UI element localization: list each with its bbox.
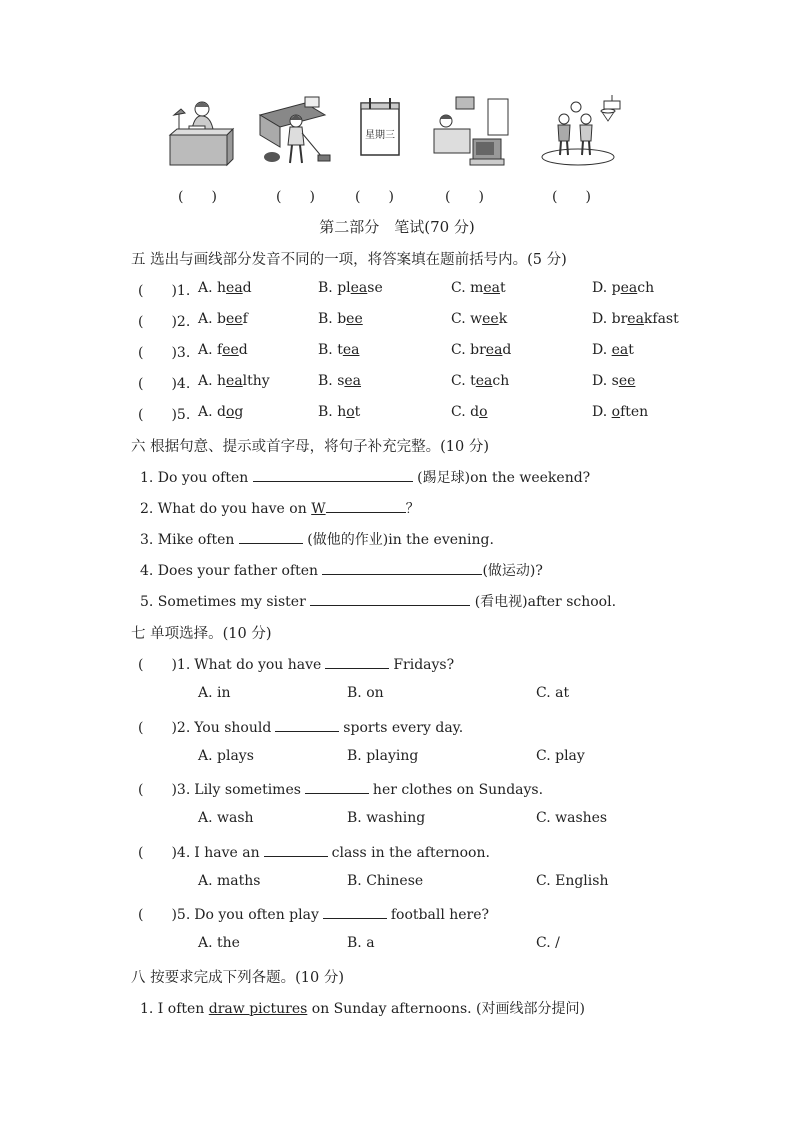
choice-option: A. wash — [198, 810, 254, 826]
phonics-option — [592, 404, 648, 420]
underlined-letters: ea — [226, 280, 243, 296]
option-text: C. w — [451, 311, 483, 327]
option-text: A. h — [198, 280, 227, 296]
phonics-item-number[interactable]: ( )2. — [138, 314, 191, 330]
fill-item-4 — [140, 560, 543, 580]
choice-option: A. in — [198, 685, 231, 701]
option-text: C. d — [451, 404, 480, 420]
option-text: B. h — [318, 404, 347, 420]
phonics-item-number[interactable]: ( )3. — [138, 345, 191, 361]
underlined-letters: o — [225, 404, 235, 420]
phonics-option — [592, 373, 635, 389]
question-number[interactable]: ( )2. — [138, 719, 191, 736]
option-text: D. br — [592, 311, 628, 327]
underlined-letters: ee — [225, 311, 243, 327]
question-number[interactable]: ( )3. — [138, 782, 191, 798]
option-text: d — [502, 342, 512, 358]
option-text: C. br — [451, 342, 486, 358]
fill-item-text: 3. Mike often — [140, 532, 235, 548]
phonics-item-number[interactable]: ( )4. — [138, 376, 191, 392]
choice-option: A. maths — [198, 872, 261, 889]
option-text: t — [628, 342, 634, 358]
underlined-letters: ea — [226, 373, 243, 389]
fill-blank[interactable] — [323, 906, 387, 919]
option-text: D. p — [592, 280, 621, 296]
option-text: B. t — [318, 342, 343, 358]
underlined-letters: ea — [475, 373, 493, 389]
choice-option: B. a — [347, 935, 375, 951]
fill-item-text: 1. Do you often — [140, 470, 249, 486]
fill-item-3 — [140, 529, 494, 549]
phonics-option — [198, 373, 270, 389]
phonics-option — [592, 342, 634, 358]
answer-paren-3[interactable]: ( ) — [355, 189, 394, 205]
answer-paren-1[interactable]: ( ) — [178, 189, 217, 205]
underlined-letters: ea — [627, 311, 644, 327]
fill-item-hint: (做运动)? — [482, 563, 543, 579]
phonics-option — [318, 404, 360, 420]
part-two-title: 第二部分 笔试(70 分) — [319, 218, 475, 236]
fill-item-text: 4. Does your father often — [140, 563, 319, 579]
question-text: Lily sometimes — [194, 782, 301, 798]
phonics-option — [592, 311, 679, 327]
fill-blank[interactable] — [253, 469, 413, 482]
children-playing-basketball-icon — [538, 95, 630, 170]
answer-paren-2[interactable]: ( ) — [276, 189, 315, 205]
option-text: se — [367, 280, 383, 296]
question-number[interactable]: ( )1. — [138, 657, 191, 673]
choice-option: C. washes — [536, 810, 608, 826]
underlined-letters: ee — [222, 342, 239, 358]
fill-item-text: 2. What do you have on — [140, 501, 307, 517]
phonics-option — [318, 280, 383, 296]
section-5-heading: 五 选出与画线部分发音不同的一项，将答案填在题前括号内。(5 分) — [131, 252, 567, 268]
question-text: football here? — [390, 907, 490, 923]
underlined-letters: ea — [342, 342, 360, 358]
fill-initial: W — [311, 501, 326, 517]
boy-doing-homework-icon — [165, 95, 240, 170]
phonics-option — [318, 311, 363, 327]
underlined-letters: ea — [611, 342, 629, 358]
option-text: C. m — [451, 280, 484, 296]
option-text: ch — [492, 373, 510, 389]
phonics-option — [451, 311, 507, 327]
fill-blank[interactable] — [275, 719, 339, 732]
question-text: sports every day. — [343, 719, 464, 736]
choice-option: B. playing — [347, 747, 419, 764]
option-text: A. h — [198, 373, 227, 389]
calendar-text: 星期三 — [365, 130, 395, 141]
question-text: You should — [194, 719, 272, 736]
fill-blank[interactable] — [326, 500, 406, 513]
choice-option: C. at — [536, 685, 570, 701]
fill-item-text: 5. Sometimes my sister — [140, 594, 306, 610]
question-number[interactable]: ( )5. — [138, 907, 191, 923]
phonics-option — [451, 373, 509, 389]
option-text: ften — [620, 404, 649, 420]
choice-option: C. / — [536, 935, 560, 951]
option-text: t — [354, 404, 361, 420]
choice-question — [138, 654, 454, 674]
option-text: d — [242, 280, 252, 296]
section-8-heading: 八 按要求完成下列各题。(10 分) — [131, 970, 344, 986]
section-6-heading: 六 根据句意、提示或首字母，将句子补充完整。(10 分) — [131, 439, 489, 455]
choice-option: B. Chinese — [347, 872, 424, 889]
fill-blank[interactable] — [305, 781, 369, 794]
underlined-letters: o — [611, 404, 621, 420]
option-text: g — [234, 404, 244, 420]
choice-question — [138, 842, 490, 862]
option-text: D. — [592, 404, 612, 420]
answer-paren-5[interactable]: ( ) — [552, 189, 591, 205]
calendar-wednesday-icon — [358, 95, 404, 160]
fill-blank[interactable] — [239, 531, 303, 544]
question-text: What do you have — [194, 657, 322, 673]
option-text: A. f — [198, 342, 223, 358]
phonics-item-number[interactable]: ( )1. — [138, 283, 191, 299]
question-text: Fridays? — [393, 657, 455, 673]
fill-blank[interactable] — [264, 844, 328, 857]
phonics-option — [592, 280, 654, 296]
option-text: ch — [637, 280, 655, 296]
phonics-option — [451, 280, 506, 296]
girl-cleaning-bedroom-icon — [250, 95, 340, 170]
picture-row — [160, 95, 630, 175]
question-text: class in the afternoon. — [331, 844, 490, 861]
option-text: D. s — [592, 373, 619, 389]
underlined-letters: o — [346, 404, 355, 420]
question-text: I have an — [194, 844, 260, 861]
option-text: B. s — [318, 373, 345, 389]
fill-item-5 — [140, 591, 616, 611]
underlined-letters: ee — [618, 373, 636, 389]
choice-option: B. washing — [347, 810, 426, 826]
phonics-option — [318, 373, 361, 389]
answer-paren-4[interactable]: ( ) — [445, 189, 484, 205]
phonics-option — [198, 311, 248, 327]
fill-blank[interactable] — [310, 593, 470, 606]
fill-blank[interactable] — [325, 656, 389, 669]
underlined-letters: ee — [482, 311, 499, 327]
fill-item-hint: ？ — [405, 501, 420, 517]
fill-item-2 — [140, 498, 420, 518]
phonics-option — [451, 404, 488, 420]
option-text: lthy — [242, 373, 270, 389]
choice-option: B. on — [347, 685, 384, 701]
underlined-letters: ea — [620, 280, 638, 296]
option-text: k — [498, 311, 508, 327]
phonics-option — [198, 404, 243, 420]
option-text: A. d — [198, 404, 226, 420]
choice-question — [138, 904, 489, 924]
question-number[interactable]: ( )4. — [138, 844, 191, 861]
option-text: A. b — [198, 311, 226, 327]
underlined-phrase: draw pictures — [208, 1001, 308, 1017]
phonics-option — [198, 280, 252, 296]
underlined-letters: ea — [350, 280, 368, 296]
underlined-letters: ea — [483, 280, 501, 296]
phonics-item-number[interactable]: ( )5. — [138, 407, 191, 423]
boy-watching-tv-icon — [428, 95, 518, 170]
underlined-letters: ea — [485, 342, 503, 358]
underlined-letters: o — [479, 404, 488, 420]
question-text: her clothes on Sundays. — [372, 782, 544, 798]
choice-option: C. play — [536, 747, 585, 764]
choice-option: A. plays — [198, 747, 254, 764]
fill-item-1 — [140, 467, 590, 487]
underlined-letters: ee — [346, 311, 363, 327]
option-text: f — [242, 311, 248, 327]
phonics-option — [198, 342, 248, 358]
option-text: B. pl — [318, 280, 351, 296]
question-text: Do you often play — [194, 907, 319, 923]
rewrite-instruction: on Sunday afternoons. (对画线部分提问) — [311, 1001, 585, 1017]
fill-blank[interactable] — [322, 562, 482, 575]
option-text: C. t — [451, 373, 476, 389]
choice-question — [138, 717, 463, 737]
fill-item-hint: (做他的作业)in the evening. — [307, 532, 494, 548]
fill-item-hint: (踢足球)on the weekend? — [417, 470, 591, 486]
option-text: D. — [592, 342, 612, 358]
rewrite-item-1 — [140, 998, 585, 1018]
option-text: t — [500, 280, 506, 296]
choice-question — [138, 779, 543, 799]
section-7-heading: 七 单项选择。(10 分) — [131, 626, 272, 642]
option-text: d — [238, 342, 248, 358]
choice-option: C. English — [536, 872, 609, 889]
rewrite-text: 1. I often — [140, 1001, 205, 1017]
option-text: kfast — [643, 311, 679, 327]
fill-item-hint: (看电视)after school. — [474, 594, 617, 610]
phonics-option — [451, 342, 511, 358]
underlined-letters: ea — [344, 373, 362, 389]
choice-option: A. the — [198, 935, 240, 951]
phonics-option — [318, 342, 359, 358]
option-text: B. b — [318, 311, 347, 327]
